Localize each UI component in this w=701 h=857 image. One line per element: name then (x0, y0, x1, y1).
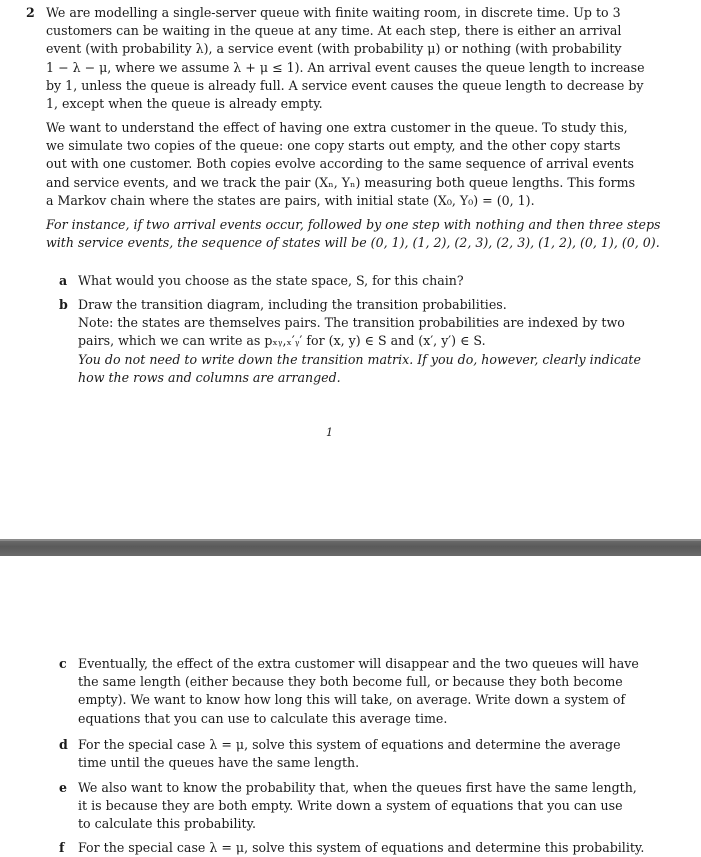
part-d-letter: d (59, 737, 68, 752)
part-c-line: Eventually, the effect of the extra customer will disappear and the two queues will have (78, 656, 639, 671)
question-number: 2 (26, 5, 35, 20)
part-d (59, 736, 652, 772)
page-divider (0, 539, 701, 556)
page-bottom (0, 556, 701, 857)
part-c (59, 655, 652, 728)
example-line: For instance, if two arrival events occur, followed by one step with nothing and then three steps (46, 217, 661, 232)
intro-line: 1, except when the queue is already empty. (46, 96, 323, 112)
intro-line: We are modelling a single-server queue with finite waiting room, in discrete time. Up to 3 (46, 5, 621, 20)
example-paragraph (46, 216, 661, 252)
part-b (59, 296, 652, 387)
page-number: 1 (326, 426, 333, 439)
part-c-text (78, 655, 652, 728)
intro-paragraph (46, 4, 652, 113)
example-line: with service events, the sequence of states will be (0, 1), (1, 2), (2, 3), (2, 3), (1, 2), (0, 1), (0, 0). (46, 235, 660, 251)
simulation-paragraph (46, 119, 652, 210)
part-c-line: equations that you can use to calculate this average time. (78, 710, 448, 726)
simulation-line: a Markov chain where the states are pairs, with initial state (X₀, Y₀) = (0, 1). (46, 192, 535, 208)
part-b-hint (78, 351, 652, 387)
part-b-letter: b (59, 297, 68, 312)
part-e-text (78, 779, 652, 834)
part-a (59, 272, 652, 290)
intro-line: customers can be waiting in the queue at any time. At each step, there is either an arrival (46, 23, 622, 39)
part-e-line: it is because they are both empty. Write down a system of equations that you can use (78, 798, 623, 814)
part-f (59, 839, 652, 857)
part-b-note (78, 314, 652, 350)
part-b-text: Draw the transition diagram, including the transition probabilities. (78, 297, 507, 312)
simulation-line: We want to understand the effect of having one extra customer in the queue. To study this, (46, 120, 628, 135)
intro-line: by 1, unless the queue is already full. A service event causes the queue length to decrease by (46, 77, 644, 93)
part-e-line: to calculate this probability. (78, 816, 257, 832)
part-b-hint-line: You do not need to write down the transition matrix. If you do, however, clearly indicate (78, 351, 641, 367)
part-e-line: We also want to know the probability that, when the queues first have the same length, (78, 780, 637, 795)
simulation-line: and service events, and we track the pair (Xₙ, Yₙ) measuring both queue lengths. This forms (46, 174, 636, 190)
part-e-letter: e (59, 780, 68, 795)
intro-line: 1 − λ − μ, where we assume λ + μ ≤ 1). An arrival event causes the queue length to increase (46, 59, 645, 75)
intro-line: event (with probability λ), a service event (with probability μ) or nothing (with probability (46, 41, 622, 57)
part-d-line: time until the queues have the same length. (78, 755, 360, 771)
part-e (59, 779, 652, 834)
part-c-line: empty). We want to know how long this will take, on average. Write down a system of (78, 692, 626, 708)
part-b-note-line: Note: the states are themselves pairs. The transition probabilities are indexed by two (78, 315, 625, 331)
part-b-hint-line: how the rows and columns are arranged. (78, 369, 341, 385)
part-c-line: the same length (either because they both become full, or because they both become (78, 674, 623, 690)
simulation-line: we simulate two copies of the queue: one copy starts out empty, and the other copy starts (46, 138, 621, 154)
part-c-letter: c (59, 656, 67, 671)
part-f-text: For the special case λ = μ, solve this system of equations and determine this probability. (78, 840, 645, 855)
simulation-line: out with one customer. Both copies evolve according to the same sequence of arrival events (46, 156, 635, 172)
part-b-note-line: pairs, which we can write as pₓᵧ,ₓ′ᵧ′ for (x, y) ∈ S and (x′, y′) ∈ S. (78, 333, 486, 349)
part-d-line: For the special case λ = μ, solve this system of equations and determine the average (78, 737, 621, 752)
page-divider-edge (0, 539, 701, 541)
part-f-letter: f (59, 840, 65, 855)
part-a-letter: a (59, 273, 68, 288)
part-a-text: What would you choose as the state space, S, for this chain? (78, 273, 464, 288)
part-d-text (78, 736, 652, 772)
